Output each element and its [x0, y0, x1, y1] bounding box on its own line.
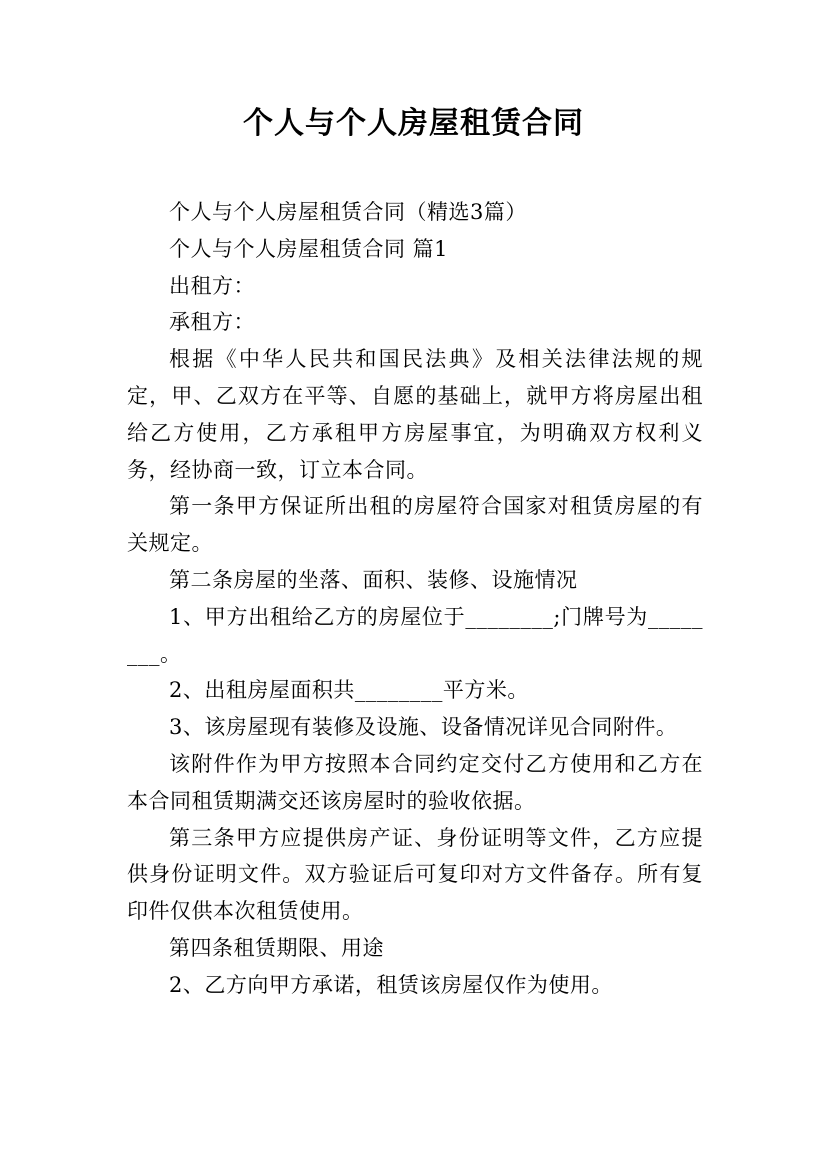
document-body: [127, 194, 703, 1004]
paragraph: 第三条甲方应提供房产证、身份证明等文件，乙方应提供身份证明文件。双方验证后可复印对方文件备存。所有复印件仅供本次租赁使用。: [127, 825, 703, 924]
paragraph: 个人与个人房屋租赁合同 篇1: [169, 236, 449, 261]
paragraph: 1、甲方出租给乙方的房屋位于________;门牌号为________。: [127, 604, 703, 666]
paragraph: 该附件作为甲方按照本合同约定交付乙方使用和乙方在本合同租赁期满交还该房屋时的验收依据。: [127, 751, 703, 813]
paragraph: 出租方：: [169, 273, 255, 298]
paragraph: 第四条租赁期限、用途: [169, 935, 384, 960]
paragraph: 根据《中华人民共和国民法典》及相关法律法规的规定，甲、乙双方在平等、自愿的基础上，就甲方将房屋出租给乙方使用，乙方承租甲方房屋事宜，为明确双方权利义务，经协商一致，订立本合同。: [127, 347, 703, 482]
paragraph: 承租方：: [169, 310, 255, 335]
paragraph: 第一条甲方保证所出租的房屋符合国家对租赁房屋的有关规定。: [127, 494, 703, 556]
paragraph: 个人与个人房屋租赁合同（精选3篇）: [169, 200, 527, 224]
paragraph: 3、该房屋现有装修及设施、设备情况详见合同附件。: [169, 715, 678, 740]
document-title: 个人与个人房屋租赁合同: [243, 106, 584, 141]
paragraph: 2、出租房屋面积共________平方米。: [169, 678, 529, 703]
paragraph: 2、乙方向甲方承诺，租赁该房屋仅作为使用。: [169, 972, 613, 997]
paragraph: 第二条房屋的坐落、面积、装修、设施情况: [169, 567, 578, 592]
